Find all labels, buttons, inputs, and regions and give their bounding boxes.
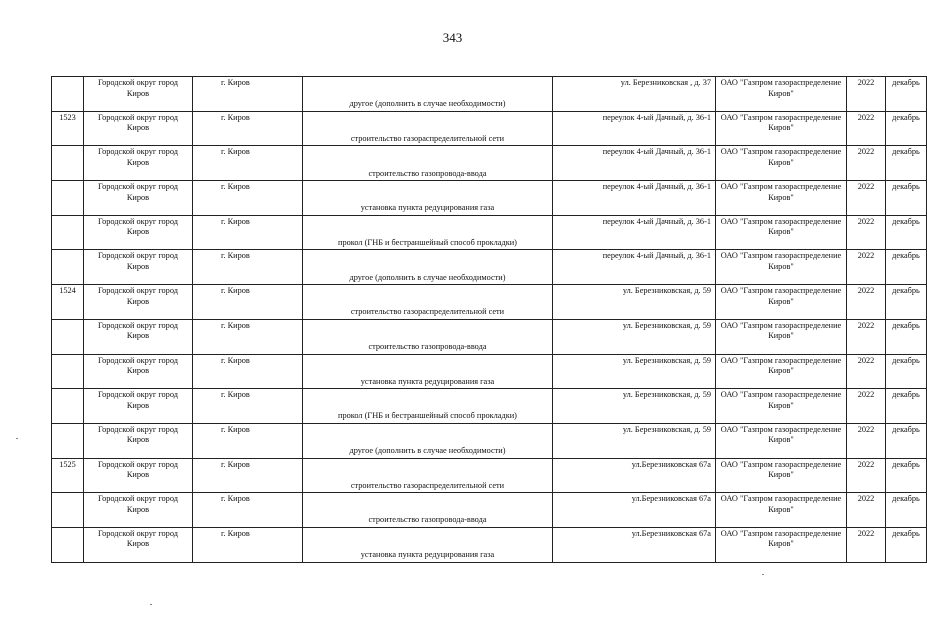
address-cell: ул. Березниковская, д. 59 (553, 389, 716, 424)
row-number: 1525 (52, 458, 84, 493)
municipality-cell: Городской округ город Киров (84, 111, 193, 146)
month-cell: декабрь (886, 77, 927, 112)
table-body (52, 77, 927, 563)
work-type-cell: другое (дополнить в случае необходимости) (303, 423, 553, 458)
work-type-cell: другое (дополнить в случае необходимости) (303, 250, 553, 285)
row-number (52, 215, 84, 250)
scan-speck (150, 604, 152, 605)
work-type-cell: строительство газораспределительной сети (303, 285, 553, 320)
work-type-cell: установка пункта редуцирования газа (303, 354, 553, 389)
organization-cell: ОАО "Газпром газораспределение Киров" (716, 493, 847, 528)
address-cell: переулок 4-ый Дачный, д. 36-1 (553, 215, 716, 250)
address-cell: ул. Березниковская, д. 59 (553, 319, 716, 354)
row-number (52, 354, 84, 389)
address-cell: ул.Березниковская 67а (553, 527, 716, 562)
settlement-cell: г. Киров (193, 527, 303, 562)
table-row (52, 77, 927, 112)
municipality-cell: Городской округ город Киров (84, 146, 193, 181)
table-row (52, 423, 927, 458)
municipality-cell: Городской округ город Киров (84, 527, 193, 562)
municipality-cell: Городской округ город Киров (84, 423, 193, 458)
work-type-cell: установка пункта редуцирования газа (303, 181, 553, 216)
settlement-cell: г. Киров (193, 389, 303, 424)
year-cell: 2022 (847, 319, 886, 354)
year-cell: 2022 (847, 458, 886, 493)
month-cell: декабрь (886, 285, 927, 320)
table-row (52, 250, 927, 285)
address-cell: переулок 4-ый Дачный, д. 36-1 (553, 111, 716, 146)
work-type-cell: строительство газораспределительной сети (303, 111, 553, 146)
month-cell: декабрь (886, 354, 927, 389)
year-cell: 2022 (847, 493, 886, 528)
month-cell: декабрь (886, 215, 927, 250)
organization-cell: ОАО "Газпром газораспределение Киров" (716, 77, 847, 112)
address-cell: ул.Березниковская 67а (553, 493, 716, 528)
table-row (52, 354, 927, 389)
month-cell: декабрь (886, 458, 927, 493)
settlement-cell: г. Киров (193, 146, 303, 181)
municipality-cell: Городской округ город Киров (84, 285, 193, 320)
year-cell: 2022 (847, 146, 886, 181)
address-cell: ул. Березниковская, д. 59 (553, 423, 716, 458)
organization-cell: ОАО "Газпром газораспределение Киров" (716, 319, 847, 354)
work-type-cell: строительство газопровода-ввода (303, 493, 553, 528)
municipality-cell: Городской округ город Киров (84, 215, 193, 250)
municipality-cell: Городской округ город Киров (84, 250, 193, 285)
address-cell: ул.Березниковская 67а (553, 458, 716, 493)
work-type-cell: прокол (ГНБ и бестраншейный способ прокладки) (303, 389, 553, 424)
address-cell: переулок 4-ый Дачный, д. 36-1 (553, 250, 716, 285)
organization-cell: ОАО "Газпром газораспределение Киров" (716, 527, 847, 562)
municipality-cell: Городской округ город Киров (84, 181, 193, 216)
year-cell: 2022 (847, 354, 886, 389)
table-row (52, 146, 927, 181)
table-row (52, 493, 927, 528)
organization-cell: ОАО "Газпром газораспределение Киров" (716, 181, 847, 216)
row-number (52, 250, 84, 285)
municipality-cell: Городской округ город Киров (84, 389, 193, 424)
year-cell: 2022 (847, 215, 886, 250)
work-type-cell: строительство газораспределительной сети (303, 458, 553, 493)
row-number (52, 493, 84, 528)
settlement-cell: г. Киров (193, 111, 303, 146)
settlement-cell: г. Киров (193, 77, 303, 112)
work-type-cell: установка пункта редуцирования газа (303, 527, 553, 562)
municipality-cell: Городской округ город Киров (84, 458, 193, 493)
settlement-cell: г. Киров (193, 354, 303, 389)
row-number: 1524 (52, 285, 84, 320)
settlement-cell: г. Киров (193, 250, 303, 285)
month-cell: декабрь (886, 146, 927, 181)
row-number: 1523 (52, 111, 84, 146)
table-row (52, 215, 927, 250)
table-row (52, 527, 927, 562)
settlement-cell: г. Киров (193, 458, 303, 493)
table-row (52, 111, 927, 146)
year-cell: 2022 (847, 111, 886, 146)
work-type-cell: строительство газопровода-ввода (303, 146, 553, 181)
month-cell: декабрь (886, 527, 927, 562)
table-row (52, 285, 927, 320)
address-cell: переулок 4-ый Дачный, д. 36-1 (553, 181, 716, 216)
month-cell: декабрь (886, 111, 927, 146)
settlement-cell: г. Киров (193, 423, 303, 458)
organization-cell: ОАО "Газпром газораспределение Киров" (716, 458, 847, 493)
organization-cell: ОАО "Газпром газораспределение Киров" (716, 285, 847, 320)
address-cell: ул. Березниковская , д. 37 (553, 77, 716, 112)
row-number (52, 319, 84, 354)
organization-cell: ОАО "Газпром газораспределение Киров" (716, 423, 847, 458)
scan-speck (16, 438, 18, 439)
month-cell: декабрь (886, 389, 927, 424)
row-number (52, 77, 84, 112)
year-cell: 2022 (847, 285, 886, 320)
work-type-cell: строительство газопровода-ввода (303, 319, 553, 354)
address-cell: ул. Березниковская, д. 59 (553, 354, 716, 389)
table-row (52, 389, 927, 424)
municipality-cell: Городской округ город Киров (84, 354, 193, 389)
table-row (52, 181, 927, 216)
year-cell: 2022 (847, 181, 886, 216)
organization-cell: ОАО "Газпром газораспределение Киров" (716, 146, 847, 181)
month-cell: декабрь (886, 493, 927, 528)
month-cell: декабрь (886, 319, 927, 354)
month-cell: декабрь (886, 423, 927, 458)
municipality-cell: Городской округ город Киров (84, 319, 193, 354)
month-cell: декабрь (886, 181, 927, 216)
month-cell: декабрь (886, 250, 927, 285)
municipality-cell: Городской округ город Киров (84, 493, 193, 528)
address-cell: ул. Березниковская, д. 59 (553, 285, 716, 320)
settlement-cell: г. Киров (193, 215, 303, 250)
row-number (52, 423, 84, 458)
organization-cell: ОАО "Газпром газораспределение Киров" (716, 389, 847, 424)
table-row (52, 458, 927, 493)
organization-cell: ОАО "Газпром газораспределение Киров" (716, 215, 847, 250)
row-number (52, 146, 84, 181)
organization-cell: ОАО "Газпром газораспределение Киров" (716, 250, 847, 285)
settlement-cell: г. Киров (193, 285, 303, 320)
settlement-cell: г. Киров (193, 181, 303, 216)
year-cell: 2022 (847, 77, 886, 112)
settlement-cell: г. Киров (193, 493, 303, 528)
row-number (52, 181, 84, 216)
address-cell: переулок 4-ый Дачный, д. 36-1 (553, 146, 716, 181)
year-cell: 2022 (847, 250, 886, 285)
row-number (52, 389, 84, 424)
work-type-cell: прокол (ГНБ и бестраншейный способ прокладки) (303, 215, 553, 250)
year-cell: 2022 (847, 389, 886, 424)
work-type-cell: другое (дополнить в случае необходимости) (303, 77, 553, 112)
organization-cell: ОАО "Газпром газораспределение Киров" (716, 354, 847, 389)
gasification-table (51, 76, 927, 563)
organization-cell: ОАО "Газпром газораспределение Киров" (716, 111, 847, 146)
page-number: 343 (442, 30, 463, 45)
row-number (52, 527, 84, 562)
scan-speck (762, 574, 764, 575)
year-cell: 2022 (847, 527, 886, 562)
settlement-cell: г. Киров (193, 319, 303, 354)
municipality-cell: Городской округ город Киров (84, 77, 193, 112)
table-row (52, 319, 927, 354)
year-cell: 2022 (847, 423, 886, 458)
